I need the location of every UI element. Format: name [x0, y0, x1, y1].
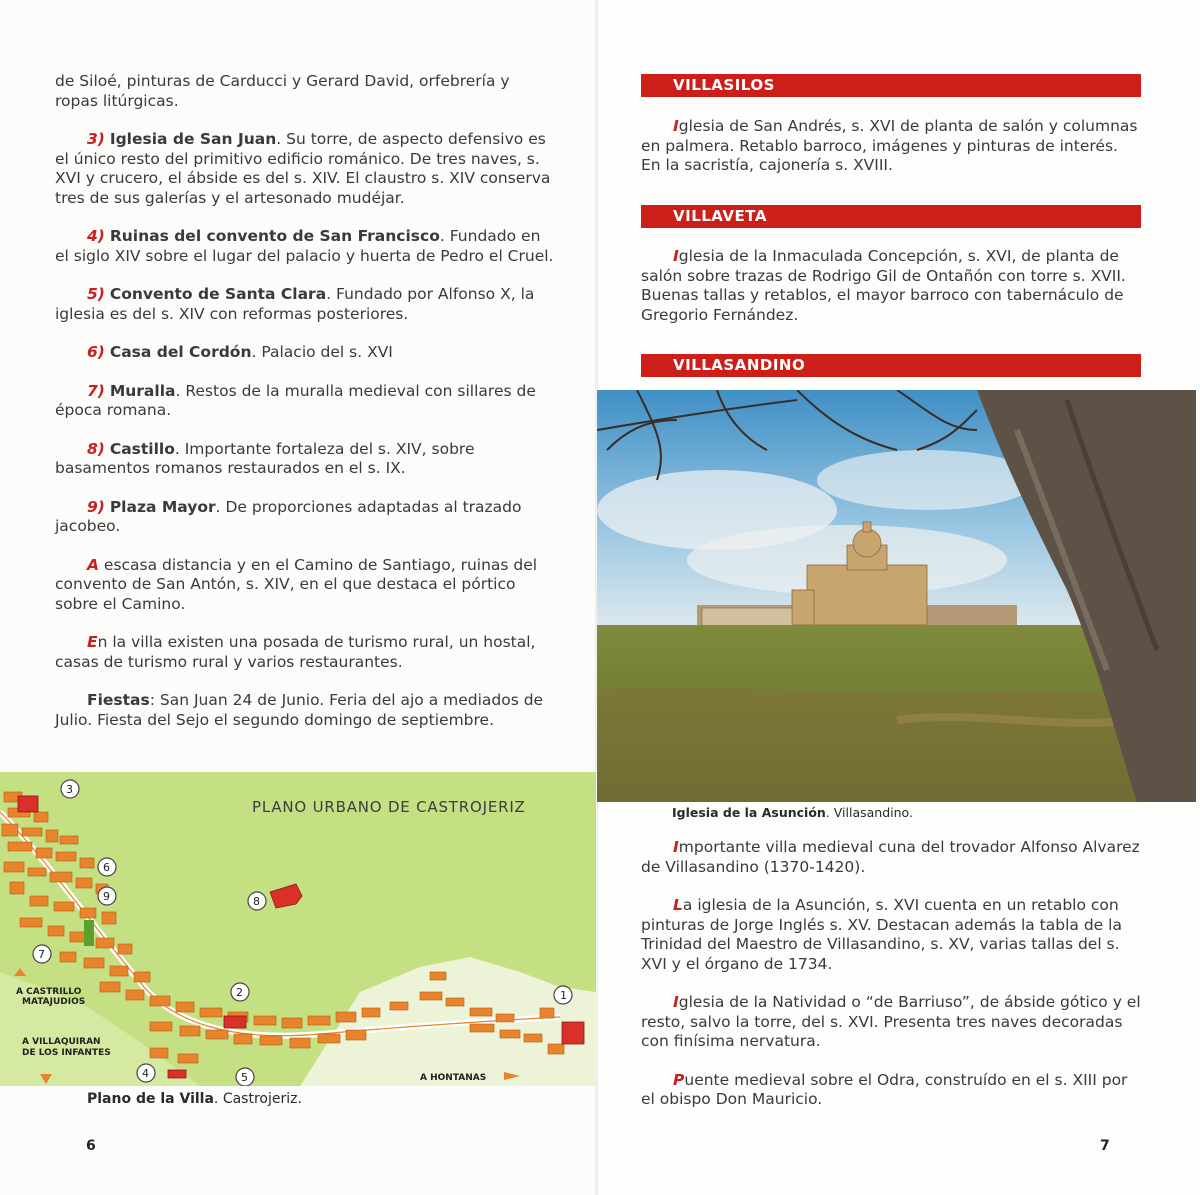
town-map	[0, 772, 596, 1086]
marker-8	[248, 892, 266, 910]
section-header-villasandino: VILLASANDINO	[641, 354, 1141, 377]
san-anton-paragraph: A escasa distancia y en el Camino de Santiago, ruinas del convento de San Antón, s. XIV, en el que destaca el pórtico sobre el Camino.	[55, 555, 538, 613]
svg-text:8: 8	[253, 895, 260, 908]
svg-text:6: 6	[103, 861, 110, 874]
marker-2	[231, 983, 249, 1001]
svg-text:4: 4	[142, 1067, 149, 1080]
marker-7	[33, 945, 51, 963]
map-caption: Plano de la Villa. Castrojeriz.	[87, 1091, 302, 1107]
section-header-villaveta: VILLAVETA	[641, 205, 1141, 228]
label-villaquiran-2: DE LOS INFANTES	[22, 1048, 111, 1058]
church-photo	[597, 390, 1196, 802]
intro-paragraph: de Siloé, pinturas de Carducci y Gerard David, orfebrería y ropas litúrgicas.	[55, 72, 510, 110]
landscape-image	[597, 390, 1196, 802]
page-number-right: 7	[1100, 1138, 1110, 1154]
item-paragraph: 5) Convento de Santa Clara. Fundado por Alfonso X, la iglesia es del s. XIV con reformas posteriores.	[55, 285, 535, 323]
photo-caption: Iglesia de la Asunción. Villasandino.	[672, 805, 913, 820]
marker-6	[98, 858, 116, 876]
map-graphic	[0, 772, 596, 1086]
villasandino-text: Importante villa medieval cuna del trovador Alfonso Alvarez de Villasandino (1370-1420). La iglesia de la Asunción, s. XVI cuenta en un retablo con pinturas de Jorge Inglés s. XV. Destacan además la tabla de la Trinidad del Maestro de Villasandino, s. XV, varias tallas del s. XVI y el órgano de 1734. Iglesia de la Natividad o “de Barriuso”, de ábside gótico y el resto, salvo la torre, del s. XVI. Presenta tres naves decoradas con finísima nervatura. Puente medieval sobre el Odra, construído en el s. XIII por el obispo Don Mauricio.	[641, 838, 1141, 1108]
section-header-villasilos: VILLASILOS	[641, 74, 1141, 97]
label-castrillo-1: A CASTRILLO	[16, 987, 82, 997]
villasilos-text: Iglesia de San Andrés, s. XVI de planta de salón y columnas en palmera. Retablo barroco, imágenes y pinturas de interés. En la sacristía, cajonería s. XVIII.	[641, 117, 1138, 174]
svg-text:2: 2	[236, 986, 243, 999]
item-paragraph: 6) Casa del Cordón. Palacio del s. XVI	[87, 343, 393, 361]
svg-text:1: 1	[560, 989, 567, 1002]
item-paragraph: 7) Muralla. Restos de la muralla medieval con sillares de época romana.	[55, 381, 536, 419]
item-paragraph: 9) Plaza Mayor. De proporciones adaptadas al trazado jacobeo.	[55, 497, 522, 535]
label-villaquiran-1: A VILLAQUIRAN	[22, 1037, 101, 1047]
lodging-paragraph: En la villa existen una posada de turismo rural, un hostal, casas de turismo rural y varios restaurantes.	[55, 633, 536, 671]
left-text-column	[55, 72, 555, 749]
label-hontanas: A HONTANAS	[420, 1073, 487, 1083]
marker-9	[98, 887, 116, 905]
item-paragraph: 8) Castillo. Importante fortaleza del s. XIV, sobre basamentos romanos restaurados en el s. IX.	[55, 439, 475, 477]
map-title: PLANO URBANO DE CASTROJERIZ	[252, 798, 526, 816]
villaveta-text: Iglesia de la Inmaculada Concepción, s. XVI, de planta de salón sobre trazas de Rodrigo Gil de Ontañón con torre s. XVII. Buenas tallas y retablos, el mayor barroco con tabernáculo de Gregorio Fernández.	[641, 247, 1126, 324]
marker-4	[137, 1064, 155, 1082]
label-castrillo-2: MATAJUDIOS	[22, 997, 86, 1007]
fiestas-paragraph: Fiestas: San Juan 24 de Junio. Feria del ajo a mediados de Julio. Fiesta del Sejo el segundo domingo de septiembre.	[55, 691, 544, 729]
svg-text:9: 9	[103, 890, 110, 903]
svg-text:3: 3	[66, 783, 73, 796]
svg-text:5: 5	[241, 1071, 248, 1084]
item-paragraph: 3) Iglesia de San Juan. Su torre, de aspecto defensivo es el único resto del primitivo edificio románico. De tres naves, s. XVI y crucero, el ábside es del s. XIV. El claustro s. XIV conserva tres de sus galerías y el artesonado mudéjar.	[55, 130, 551, 207]
svg-text:7: 7	[38, 948, 45, 961]
item-paragraph: 4) Ruinas del convento de San Francisco. Fundado en el siglo XIV sobre el lugar del palacio y huerta de Pedro el Cruel.	[55, 227, 554, 265]
marker-5	[236, 1068, 254, 1086]
marker-1	[554, 986, 572, 1004]
page-number-left: 6	[86, 1138, 96, 1154]
marker-3	[61, 780, 79, 798]
